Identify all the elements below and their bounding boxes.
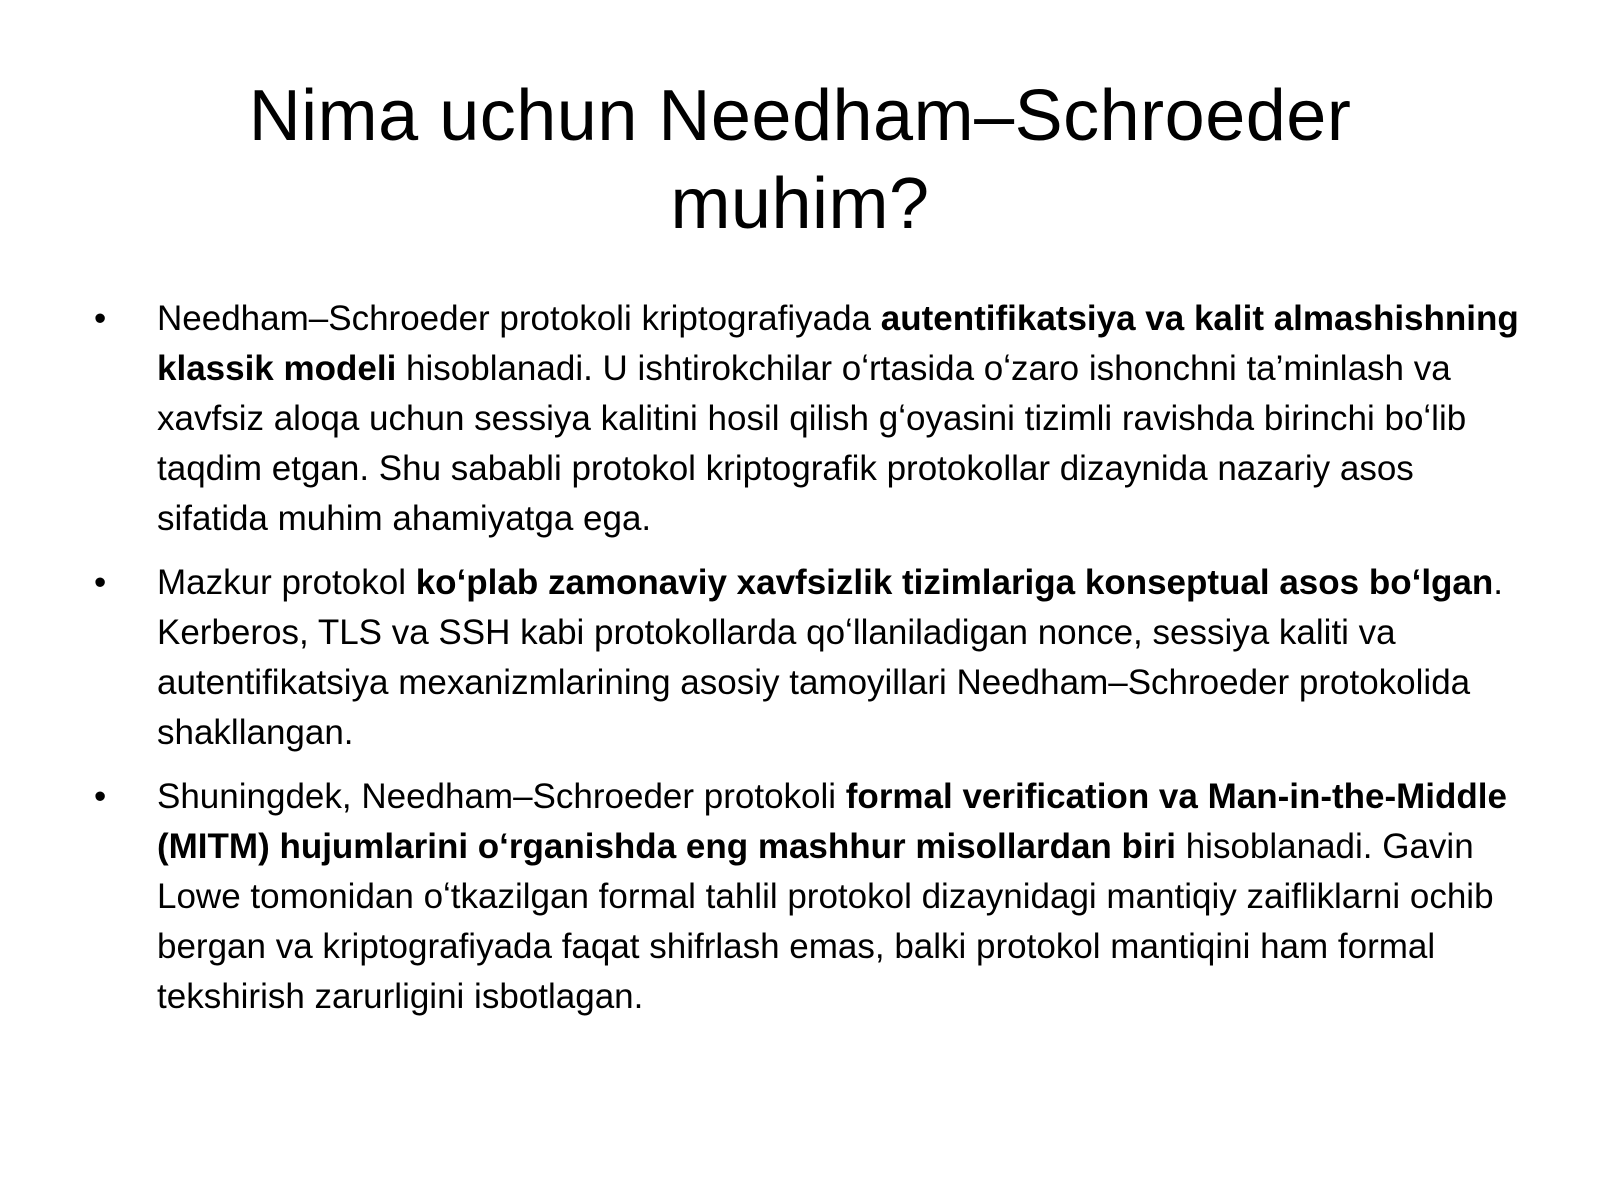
- bullet-item: [92, 558, 1522, 758]
- bullet-text-emphasis: autentifikatsiya va kalit almashishning klassik modeli: [157, 299, 1519, 388]
- bullet-text-segment: hisoblanadi. Gavin Lowe tomonidan oʻtkazilgan formal tahlil protokol dizaynidagi mantiqiy zaifliklarni ochib bergan va kriptografiyada faqat shifrlash emas, balki protokol mantiqini ham formal tekshirish zarurligini isbotlagan.: [157, 827, 1494, 1016]
- bullet-text: [157, 299, 1519, 538]
- bullet-text-emphasis: koʻplab zamonaviy xavfsizlik tizimlariga konseptual asos boʻlgan: [415, 563, 1494, 602]
- bullet-item: [92, 772, 1522, 1022]
- bullet-text-emphasis: formal verification va Man-in-the-Middle (MITM) hujumlarini oʻrganishda eng mashhur misollardan biri: [157, 777, 1507, 866]
- bullet-dot-icon: •: [94, 563, 107, 602]
- bullet-text: [157, 563, 1503, 752]
- bullet-text-segment: hisoblanadi. U ishtirokchilar oʻrtasida oʻzaro ishonchni ta’minlash va xavfsiz aloqa uchun sessiya kalitini hosil qilish gʻoyasini tizimli ravishda birinchi boʻlib taqdim etgan. Shu sababli protokol kriptografik protokollar dizaynida nazariy asos sifatida muhim ahamiyatga ega.: [157, 349, 1467, 538]
- bullet-item: [92, 294, 1522, 544]
- bullet-text-segment: Needham–Schroeder protokoli kriptografiyada: [157, 299, 881, 338]
- bullet-text: [157, 777, 1507, 1016]
- bullet-dot-icon: •: [94, 299, 107, 338]
- bullet-text-segment: . Kerberos, TLS va SSH kabi protokollarda qoʻllaniladigan nonce, sessiya kaliti va autentifikatsiya mexanizmlarining asosiy tamoyillari Needham–Schroeder protokolida shakllangan.: [157, 563, 1504, 752]
- slide-title: Nima uchun Needham–Schroeder muhim?: [248, 76, 1352, 244]
- bullet-text-segment: Shuningdek, Needham–Schroeder protokoli: [157, 777, 846, 816]
- bullet-list: [92, 294, 1522, 1036]
- bullet-dot-icon: •: [94, 777, 107, 816]
- bullet-text-segment: Mazkur protokol: [157, 563, 416, 602]
